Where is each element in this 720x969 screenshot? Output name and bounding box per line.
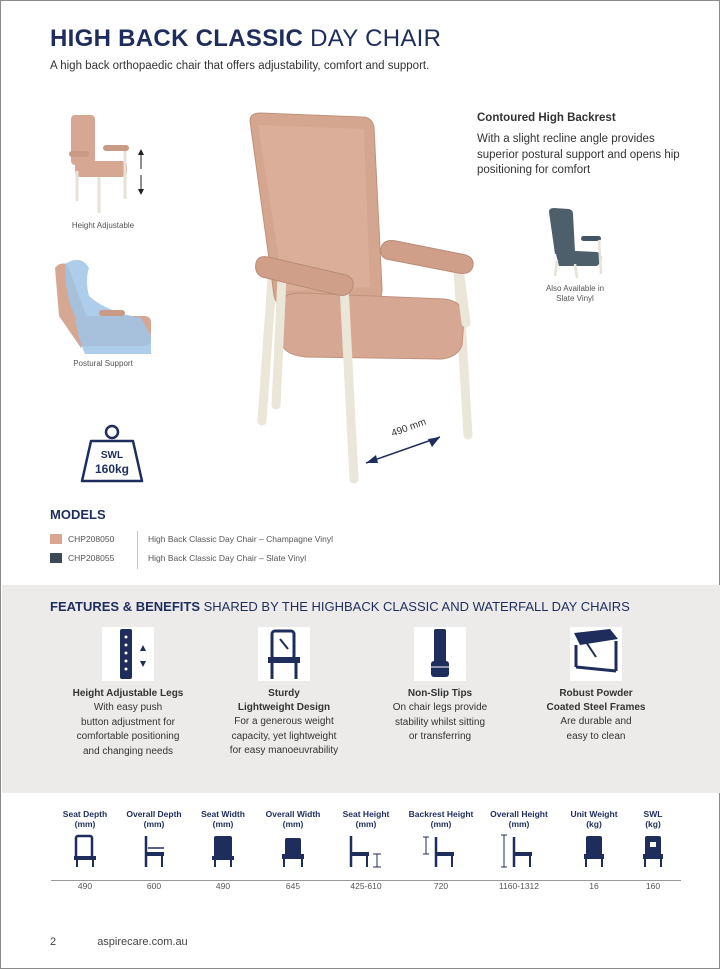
feature-title: Sturdy [268,688,300,699]
feature-desc: comfortable positioning [76,731,180,742]
feature-title: Robust Powder [559,688,633,699]
spec-value: 490 [215,881,231,891]
spec-label: Overall Depth [126,809,182,819]
page-subtitle: A high back orthopaedic chair that offers adjustability, comfort and support. [50,60,430,72]
height-adjustable-chair-image [63,111,153,216]
spec-label: Seat Height [342,809,390,819]
feature-title: Coated Steel Frames [546,702,646,713]
page-footer [50,936,188,948]
slate-caption-1: Also Available in [545,284,605,293]
seat-width-icon [210,834,236,868]
spec-overall-width [255,809,331,891]
feature-title: Height Adjustable Legs [72,688,184,699]
model-row [50,551,148,565]
postural-support-caption: Postural Support [73,359,133,368]
swl-chair-icon [641,834,665,868]
postural-support-image [51,256,155,356]
spec-label: SWL [643,809,663,819]
spec-value: 720 [433,881,449,891]
feature-desc: easy to clean [566,730,626,742]
title-light: DAY CHAIR [310,25,442,52]
feature-desc: and changing needs [82,745,174,757]
slate-swatch [50,553,62,563]
slate-chair-image [545,206,607,280]
swl-label: SWL [100,450,124,461]
callout-title: Contoured High Backrest [477,112,616,124]
spec-overall-depth [116,809,192,891]
feature-desc: Are durable and [560,716,632,727]
spec-value: 600 [146,881,162,891]
title-bold: HIGH BACK CLASSIC [50,25,304,52]
spec-unit: (mm) [212,819,234,829]
spec-unit: (mm) [355,819,377,829]
feature-desc: capacity, yet lightweight [231,730,337,742]
model-code: CHP208050 [68,534,115,544]
spec-overall-height [481,809,557,891]
adjustable-leg-icon [102,627,154,681]
spec-unit: (kg) [586,819,602,829]
spec-value: 425-610 [350,881,382,891]
page-number: 2 [50,936,57,948]
spec-label: Seat Width [201,809,245,819]
spec-value: 16 [589,881,599,891]
spec-label: Overall Height [490,809,548,819]
feature-desc: On chair legs provide [392,702,488,713]
backrest-height-icon [422,834,460,868]
feature-title: Lightweight Design [237,702,331,713]
feature-sturdy-lightweight [209,627,359,759]
spec-seat-depth [47,809,123,891]
models-heading: MODELS [50,507,106,522]
spec-swl [615,809,691,891]
chair-frame-icon [258,627,310,681]
spec-unit: (mm) [282,819,304,829]
spec-value: 645 [285,881,301,891]
features-heading-light: SHARED BY THE HIGHBACK CLASSIC AND WATERFALL DAY CHAIRS [203,599,630,614]
steel-frame-icon [570,627,622,681]
spec-unit: (mm) [508,819,530,829]
features-heading [50,599,630,614]
non-slip-tip-icon [414,627,466,681]
model-code: CHP208055 [68,553,115,563]
seat-depth-icon [72,834,98,868]
website-link[interactable]: aspirecare.com.au [97,936,188,948]
spec-unit: (mm) [430,819,452,829]
spec-value: 490 [77,881,93,891]
feature-non-slip-tips [365,627,515,745]
spec-value: 1160-1312 [498,881,540,891]
spec-label: Overall Width [265,809,321,819]
callout-text: With a slight recline angle provides superior postural support and opens hip positioning for comfort [477,133,680,176]
swl-value: 160kg [94,462,130,476]
feature-height-adjustable [53,627,203,759]
slate-caption-2: Slate Vinyl [556,294,594,303]
spec-seat-width [185,809,261,891]
spec-value: 160 [645,881,661,891]
spec-unit: (kg) [645,819,661,829]
features-heading-bold: FEATURES & BENEFITS [50,599,200,614]
feature-title: Non-Slip Tips [407,688,473,699]
overall-height-icon [500,834,538,868]
spec-label: Seat Depth [62,809,108,819]
page-title [50,25,441,53]
hero-dimension-label: 490 mm [390,416,428,440]
feature-desc: button adjustment for [81,716,175,728]
spec-backrest-height [403,809,479,891]
unit-weight-icon [582,834,606,868]
seat-height-icon [347,834,385,868]
feature-desc: For a generous weight [234,716,334,727]
feature-desc: With easy push [93,702,163,713]
spec-unit: (mm) [143,819,165,829]
model-description: High Back Classic Day Chair – Slate Vinyl [148,553,307,563]
hero-chair-image [236,109,486,489]
models-divider [137,531,138,569]
spec-label: Unit Weight [570,809,618,819]
model-description: High Back Classic Day Chair – Champagne Vinyl [148,534,334,544]
overall-width-icon [280,834,306,868]
overall-depth-icon [140,834,168,868]
spec-unit: (mm) [74,819,96,829]
feature-desc: or transferring [408,731,472,742]
height-adjustable-caption: Height Adjustable [71,221,135,230]
champagne-swatch [50,534,62,544]
feature-robust-frames [521,627,671,744]
spec-seat-height [328,809,404,891]
feature-desc: stability whilst sitting [394,716,486,728]
model-row [50,532,148,546]
spec-label: Backrest Height [408,809,474,819]
feature-desc: for easy manoeuvrability [229,745,339,756]
